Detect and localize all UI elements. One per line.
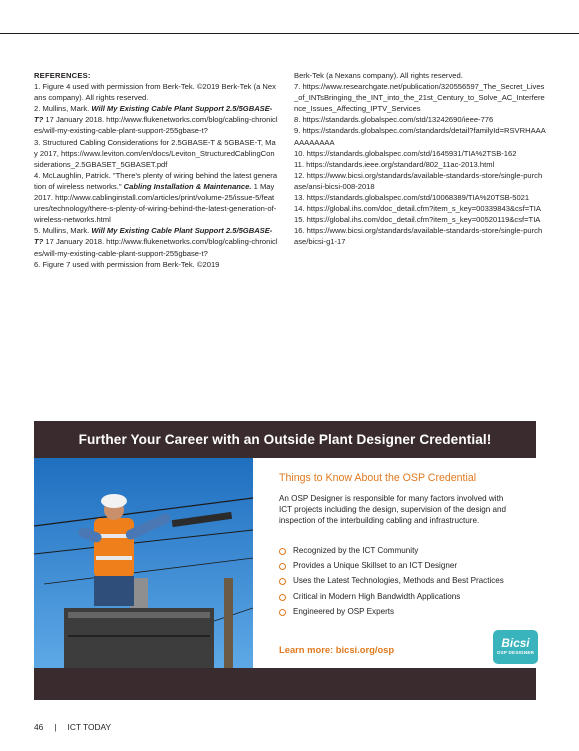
page-number: 46 xyxy=(34,722,44,732)
reference-text: 17 January 2018. http://www.flukenetworks.com/blog/cabling-chronicles/will-my-existing-cable-plant-support-255gbase-t? xyxy=(34,115,278,136)
reference-item: 11. https://standards.ieee.org/standard/802_11ac-2013.html xyxy=(294,159,495,169)
reference-text: 5. Mullins, Mark. xyxy=(34,226,92,236)
benefits-list xyxy=(279,546,529,622)
learn-more-link[interactable]: Learn more: bicsi.org/osp xyxy=(279,644,395,655)
references-left-column xyxy=(34,70,278,270)
reference-text: 3. Structured Cabling Considerations for 2.5GBASE-T & 5GBASE-T, May 2017, https://www.leviton.com/en/docs/Leviton_StructuredCablingConsiderations_2.5GBASET_5GBASET.pdf xyxy=(34,137,276,169)
reference-title-italic: Will My Existing Cable Plant Support 2.5/5GBASE-T? xyxy=(34,226,273,247)
publication-name: ICT TODAY xyxy=(67,722,112,732)
circle-bullet-icon xyxy=(279,609,286,616)
list-item-text: Uses the Latest Technologies, Methods and Best Practices xyxy=(293,576,504,586)
bicsi-osp-designer-logo xyxy=(493,630,538,664)
reference-item: Berk-Tek (a Nexans company). All rights reserved. xyxy=(294,71,463,80)
list-item xyxy=(279,561,529,571)
reference-text: 17 January 2018. http://www.flukenetworks.com/blog/cabling-chronicles/will-my-existing-cable-plant-support-255gbase-t? xyxy=(34,237,278,258)
footer-separator: | xyxy=(54,722,57,732)
reference-item: 7. https://www.researchgate.net/publication/320556597_The_Secret_Lives_of_INTsBringing_the_INT_into_the_21st_Century_to_Solve_AC_Interference_Issues_Affecting_IPTV_Services xyxy=(294,82,545,114)
reference-item: 10. https://standards.globalspec.com/std/1645931/TIA%2TSB-162 xyxy=(294,148,517,158)
reference-title-italic: Will My Existing Cable Plant Support 2.5/5GBASE-T? xyxy=(34,104,273,125)
reference-item xyxy=(34,259,278,270)
reference-item xyxy=(34,170,278,225)
page-footer xyxy=(34,722,111,732)
list-item-text: Provides a Unique Skillset to an ICT Designer xyxy=(293,561,458,571)
list-item xyxy=(279,592,529,602)
references-title: REFERENCES: xyxy=(34,71,91,80)
logo-sub-text: OSP DESIGNER xyxy=(496,650,535,655)
ad-info-panel xyxy=(253,458,536,668)
reference-text: 4. McLaughlin, Patrick. "There's plenty of wiring behind the latest generation of wireless networks." xyxy=(34,170,278,191)
ad-subheading: Things to Know About the OSP Credential xyxy=(279,472,477,484)
lineman-photo xyxy=(34,458,253,668)
circle-bullet-icon xyxy=(279,563,286,570)
reference-item: 9. https://standards.globalspec.com/standards/detail?familyId=RSVRHAAAAAAAAAAA xyxy=(294,126,546,147)
logo-brand-text: Bicsi xyxy=(501,636,530,650)
reference-item: 15. https://global.ihs.com/doc_detail.cfm?item_s_key=00520119&csf=TIA xyxy=(294,215,541,225)
reference-title-italic: Cabling Installation & Maintenance. xyxy=(123,181,252,191)
references-right-column xyxy=(294,70,546,248)
reference-text: 1. Figure 4 used with permission from Berk-Tek. ©2019 Berk-Tek (a Nexans company). All rights reserved. xyxy=(34,82,276,103)
reference-item: 13. https://standards.globalspec.com/std/10068389/TIA%20TSB-5021 xyxy=(294,193,530,203)
list-item xyxy=(279,607,529,617)
list-item xyxy=(279,546,529,556)
reference-item: 14. https://global.ihs.com/doc_detail.cfm?item_s_key=00339843&csf=TIA xyxy=(294,204,541,214)
reference-text: 2. Mullins, Mark. xyxy=(34,104,92,114)
reference-item: 16. https://www.bicsi.org/standards/available-standards-store/single-purchase/bicsi-g1-17 xyxy=(294,226,543,247)
reference-item: 8. https://standards.globalspec.com/std/13242690/ieee-776 xyxy=(294,115,494,125)
reference-item xyxy=(34,103,278,136)
osp-credential-ad xyxy=(34,421,536,700)
ad-headline: Further Your Career with an Outside Plant Designer Credential! xyxy=(78,432,492,447)
list-item-text: Recognized by the ICT Community xyxy=(293,546,419,555)
ad-description: An OSP Designer is responsible for many factors involved with ICT projects including the design, supervision of the design and inspection of the interbuilding cabling and infrastructure. xyxy=(279,494,507,525)
list-item xyxy=(279,576,529,586)
list-item-text: Critical in Modern High Bandwidth Applications xyxy=(293,591,461,601)
reference-text: 1 May 2017. http://www.cablinginstall.com/articles/print/volume-25/issue-5/features/technology/there-s-plenty-of-wiring-behind-the-latest-generation-of-wireless-networks.html xyxy=(34,181,277,225)
reference-item xyxy=(34,225,278,258)
reference-text: 6. Figure 7 used with permission from Berk-Tek. ©2019 xyxy=(34,259,220,269)
reference-item xyxy=(34,137,278,170)
circle-bullet-icon xyxy=(279,548,286,555)
circle-bullet-icon xyxy=(279,594,286,601)
lineman-illustration xyxy=(34,458,253,668)
top-rule xyxy=(0,33,579,34)
reference-item xyxy=(34,81,278,103)
reference-item: 12. https://www.bicsi.org/standards/available-standards-store/single-purchase/ansi-bicsi-008-2018 xyxy=(294,170,543,191)
circle-bullet-icon xyxy=(279,578,286,585)
list-item-text: Engineered by OSP Experts xyxy=(293,606,395,616)
